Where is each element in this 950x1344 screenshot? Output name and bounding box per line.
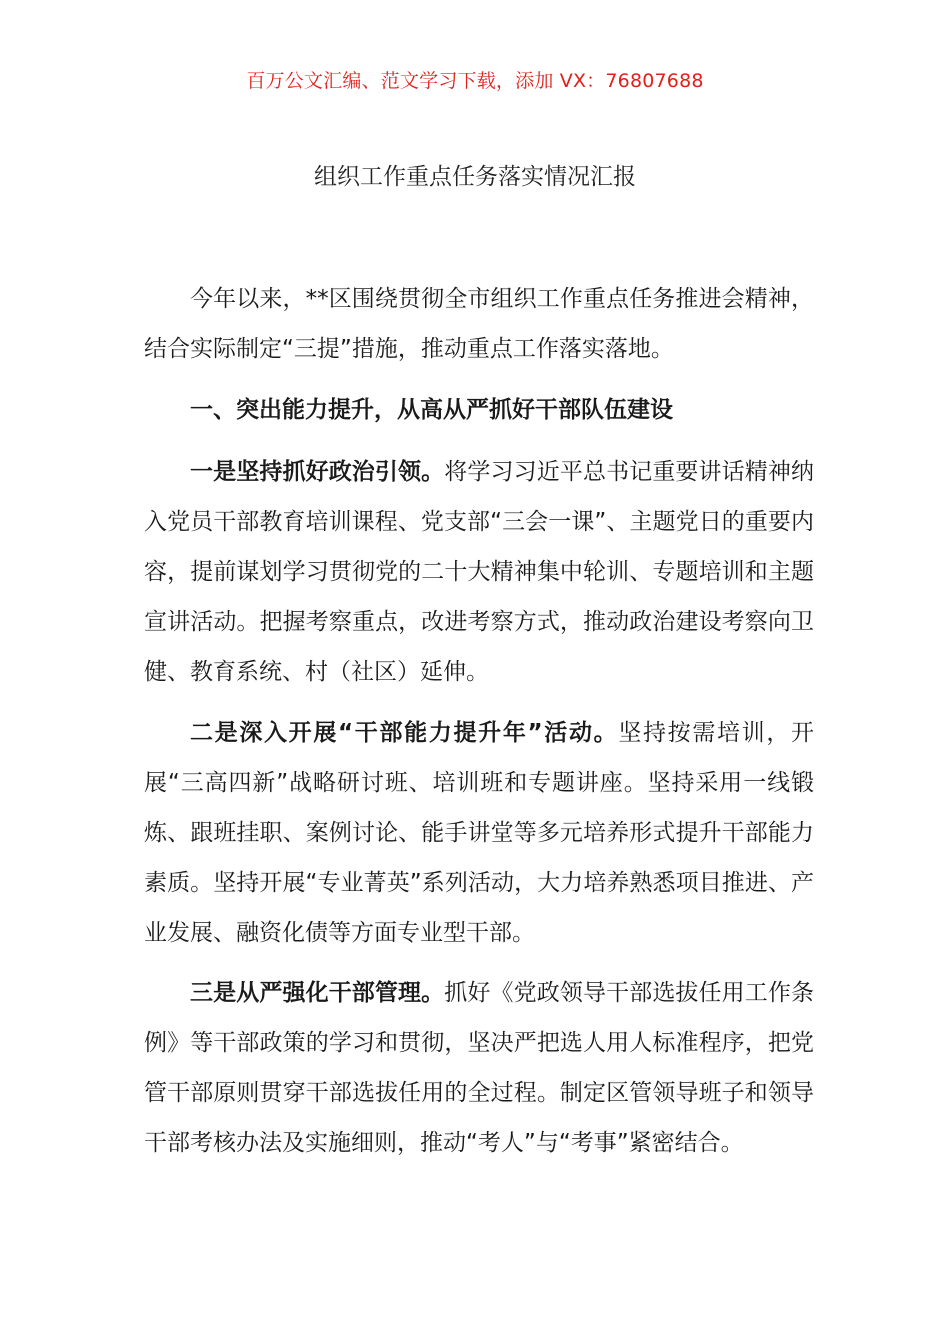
paragraph-lead: 三是从严强化干部管理。	[190, 980, 445, 1006]
paragraph-item-1	[144, 447, 814, 697]
paragraph-text: 抓好《党政领导干部选拔任用工作条例》等干部政策的学习和贯彻，坚决严把选人用人标准程序，把党管干部原则贯穿干部选拔任用的全过程。制定区管领导班子和领导干部考核办法及实施细则，推动“考人”与“考事”紧密结合。	[144, 980, 815, 1156]
paragraph-item-3	[144, 968, 814, 1168]
paragraph-text: 坚持按需培训，开展“三高四新”战略研讨班、培训班和专题讲座。坚持采用一线锻炼、跟班挂职、案例讨论、能手讲堂等多元培养形式提升干部能力素质。坚持开展“专业菁英”系列活动，大力培养熟悉项目推进、产业发展、融资化债等方面专业型干部。	[144, 720, 815, 946]
paragraph-text: 将学习习近平总书记重要讲话精神纳入党员干部教育培训课程、党支部“三会一课”、主题党日的重要内容，提前谋划学习贯彻党的二十大精神集中轮训、专题培训和主题宣讲活动。把握考察重点，改进考察方式，推动政治建设考察向卫健、教育系统、村（社区）延伸。	[144, 459, 815, 685]
intro-paragraph	[144, 274, 814, 374]
document-title: 组织工作重点任务落实情况汇报	[314, 164, 636, 190]
paragraph-body	[144, 447, 814, 697]
paragraph-lead: 二是深入开展“干部能力提升年”活动。	[190, 720, 619, 746]
intro-text: 今年以来，**区围绕贯彻全市组织工作重点任务推进会精神，结合实际制定“三提”措施，推动重点工作落实落地。	[144, 286, 814, 362]
section-heading: 一、突出能力提升，从高从严抓好干部队伍建设	[190, 397, 673, 423]
paragraph-item-2	[144, 708, 814, 958]
paragraph-body	[144, 968, 814, 1168]
paragraph-body	[144, 708, 814, 958]
paragraph-lead: 一是坚持抓好政治引领。	[190, 459, 445, 485]
watermark-banner: 百万公文汇编、范文学习下载，添加 VX：76807688	[246, 70, 704, 92]
